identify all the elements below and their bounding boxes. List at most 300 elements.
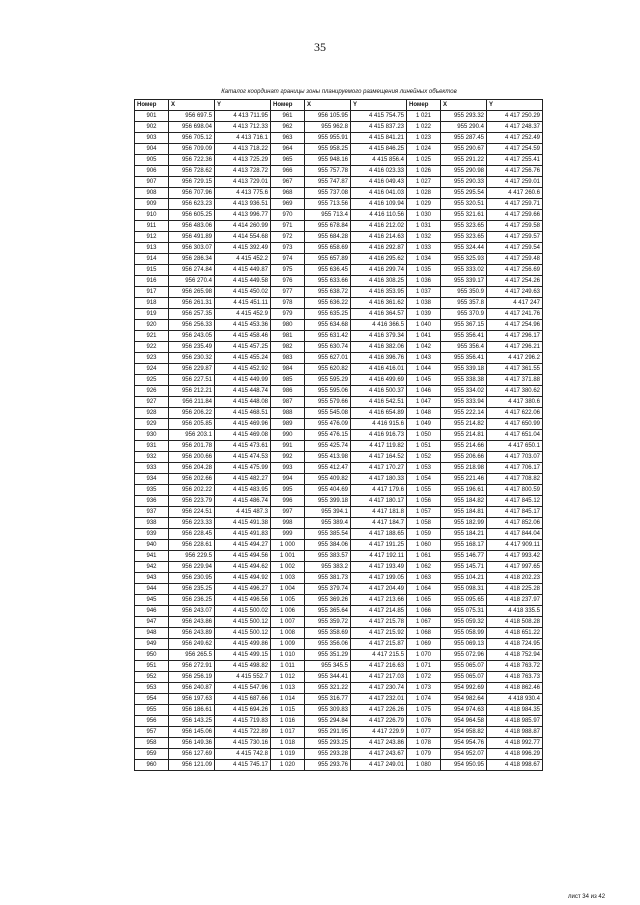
coord-y-cell: 4 415 694.26 <box>215 705 271 716</box>
coord-x-cell: 955 948.16 <box>305 155 351 166</box>
point-number-cell: 1 012 <box>271 672 305 683</box>
point-number-cell: 1 036 <box>407 276 441 287</box>
point-number-cell: 981 <box>271 331 305 342</box>
table-row <box>135 320 543 331</box>
point-number-cell: 1 033 <box>407 243 441 254</box>
point-number-cell: 984 <box>271 364 305 375</box>
point-number-cell: 1 043 <box>407 353 441 364</box>
coord-x-cell: 956 212.21 <box>169 386 215 397</box>
coord-x-cell: 956 223.79 <box>169 496 215 507</box>
coord-x-cell: 956 205.85 <box>169 419 215 430</box>
coord-x-cell: 955 316.77 <box>305 694 351 705</box>
point-number-cell: 945 <box>135 595 169 606</box>
point-number-cell: 922 <box>135 342 169 353</box>
coord-y-cell: 4 415 498.82 <box>215 661 271 672</box>
point-number-cell: 1 017 <box>271 727 305 738</box>
coord-x-cell: 956 286.34 <box>169 254 215 265</box>
point-number-cell: 933 <box>135 463 169 474</box>
point-number-cell: 959 <box>135 749 169 760</box>
coord-y-cell: 4 417 260.6 <box>487 188 543 199</box>
coord-x-cell: 955 351.29 <box>305 650 351 661</box>
coord-x-cell: 955 399.18 <box>305 496 351 507</box>
coord-x-cell: 956 270.4 <box>169 276 215 287</box>
coord-x-cell: 955 309.83 <box>305 705 351 716</box>
coord-y-cell: 4 418 985.97 <box>487 716 543 727</box>
point-number-cell: 1 069 <box>407 639 441 650</box>
coord-x-cell: 956 224.51 <box>169 507 215 518</box>
coord-y-cell: 4 417 119.82 <box>351 441 407 452</box>
point-number-cell: 1 051 <box>407 441 441 452</box>
point-number-cell: 925 <box>135 375 169 386</box>
coord-x-cell: 955 595.29 <box>305 375 351 386</box>
point-number-cell: 905 <box>135 155 169 166</box>
coord-y-cell: 4 415 469.08 <box>215 430 271 441</box>
table-row <box>135 232 543 243</box>
point-number-cell: 1 047 <box>407 397 441 408</box>
table-row <box>135 342 543 353</box>
coord-y-cell: 4 417 215.5 <box>351 650 407 661</box>
header-y: Y <box>215 100 271 111</box>
coord-x-cell: 955 339.17 <box>441 276 487 287</box>
coord-x-cell: 955 595.06 <box>305 386 351 397</box>
coord-x-cell: 956 249.62 <box>169 639 215 650</box>
coord-y-cell: 4 417 215.78 <box>351 617 407 628</box>
point-number-cell: 901 <box>135 111 169 122</box>
coord-y-cell: 4 417 259.57 <box>487 232 543 243</box>
point-number-cell: 1 044 <box>407 364 441 375</box>
table-row <box>135 375 543 386</box>
coord-x-cell: 955 384.06 <box>305 540 351 551</box>
point-number-cell: 915 <box>135 265 169 276</box>
coord-x-cell: 956 483.06 <box>169 221 215 232</box>
coord-y-cell: 4 418 992.77 <box>487 738 543 749</box>
coord-y-cell: 4 413 716.1 <box>215 133 271 144</box>
coord-x-cell: 956 272.91 <box>169 661 215 672</box>
point-number-cell: 956 <box>135 716 169 727</box>
coord-x-cell: 955 321.61 <box>441 210 487 221</box>
point-number-cell: 1 015 <box>271 705 305 716</box>
point-number-cell: 920 <box>135 320 169 331</box>
coord-x-cell: 956 236.25 <box>169 595 215 606</box>
table-row <box>135 540 543 551</box>
point-number-cell: 1 001 <box>271 551 305 562</box>
coord-x-cell: 955 345.5 <box>305 661 351 672</box>
coord-x-cell: 955 098.31 <box>441 584 487 595</box>
coord-y-cell: 4 415 455.24 <box>215 353 271 364</box>
coord-x-cell: 956 203.1 <box>169 430 215 441</box>
coord-y-cell: 4 418 998.67 <box>487 760 543 771</box>
coord-y-cell: 4 414 260.99 <box>215 221 271 232</box>
point-number-cell: 986 <box>271 386 305 397</box>
table-row <box>135 518 543 529</box>
point-number-cell: 1 065 <box>407 595 441 606</box>
point-number-cell: 1 075 <box>407 705 441 716</box>
coord-y-cell: 4 417 213.66 <box>351 595 407 606</box>
coord-y-cell: 4 418 862.46 <box>487 683 543 694</box>
header-number: Номер <box>407 100 441 111</box>
coord-y-cell: 4 417 214.85 <box>351 606 407 617</box>
coord-y-cell: 4 417 250.29 <box>487 111 543 122</box>
coord-y-cell: 4 415 494.92 <box>215 573 271 584</box>
coord-x-cell: 955 394.1 <box>305 507 351 518</box>
point-number-cell: 1 068 <box>407 628 441 639</box>
point-number-cell: 1 006 <box>271 606 305 617</box>
point-number-cell: 952 <box>135 672 169 683</box>
coord-y-cell: 4 415 494.27 <box>215 540 271 551</box>
coord-x-cell: 955 295.54 <box>441 188 487 199</box>
coord-y-cell: 4 415 742.8 <box>215 749 271 760</box>
coord-x-cell: 955 290.98 <box>441 166 487 177</box>
coord-x-cell: 955 657.89 <box>305 254 351 265</box>
coord-y-cell: 4 417 229.9 <box>351 727 407 738</box>
coord-x-cell: 955 168.17 <box>441 540 487 551</box>
coord-x-cell: 954 964.58 <box>441 716 487 727</box>
table-row <box>135 353 543 364</box>
coord-y-cell: 4 417 380.6 <box>487 397 543 408</box>
coord-x-cell: 955 383.2 <box>305 562 351 573</box>
coord-x-cell: 955 369.26 <box>305 595 351 606</box>
coord-x-cell: 956 201.78 <box>169 441 215 452</box>
point-number-cell: 1 039 <box>407 309 441 320</box>
coord-x-cell: 955 630.74 <box>305 342 351 353</box>
coord-x-cell: 955 293.25 <box>305 738 351 749</box>
coord-x-cell: 955 333.94 <box>441 397 487 408</box>
coord-x-cell: 956 105.95 <box>305 111 351 122</box>
coord-y-cell: 4 418 225.28 <box>487 584 543 595</box>
coord-y-cell: 4 416 214.63 <box>351 232 407 243</box>
coord-y-cell: 4 413 728.72 <box>215 166 271 177</box>
coord-x-cell: 955 476.15 <box>305 430 351 441</box>
coord-x-cell: 956 243.89 <box>169 628 215 639</box>
coord-y-cell: 4 417 215.92 <box>351 628 407 639</box>
coord-y-cell: 4 415 552.7 <box>215 672 271 683</box>
coord-x-cell: 955 747.87 <box>305 177 351 188</box>
coord-y-cell: 4 417 191.25 <box>351 540 407 551</box>
point-number-cell: 921 <box>135 331 169 342</box>
table-row <box>135 155 543 166</box>
coord-y-cell: 4 416 212.02 <box>351 221 407 232</box>
coord-y-cell: 4 416 110.56 <box>351 210 407 221</box>
coord-y-cell: 4 415 473.61 <box>215 441 271 452</box>
point-number-cell: 909 <box>135 199 169 210</box>
coord-x-cell: 955 633.66 <box>305 276 351 287</box>
coord-x-cell: 955 358.69 <box>305 628 351 639</box>
coord-y-cell: 4 415 448.74 <box>215 386 271 397</box>
table-row <box>135 177 543 188</box>
point-number-cell: 1 031 <box>407 221 441 232</box>
point-number-cell: 954 <box>135 694 169 705</box>
point-number-cell: 960 <box>135 760 169 771</box>
coordinates-table <box>134 99 543 771</box>
coord-y-cell: 4 417 800.59 <box>487 485 543 496</box>
coord-y-cell: 4 417 706.17 <box>487 463 543 474</box>
coord-y-cell: 4 418 984.35 <box>487 705 543 716</box>
coord-x-cell: 956 200.66 <box>169 452 215 463</box>
point-number-cell: 1 053 <box>407 463 441 474</box>
coord-x-cell: 955 184.21 <box>441 529 487 540</box>
coord-y-cell: 4 415 452.92 <box>215 364 271 375</box>
coord-y-cell: 4 413 936.51 <box>215 199 271 210</box>
point-number-cell: 1 032 <box>407 232 441 243</box>
point-number-cell: 1 070 <box>407 650 441 661</box>
point-number-cell: 1 060 <box>407 540 441 551</box>
coord-x-cell: 954 958.82 <box>441 727 487 738</box>
point-number-cell: 979 <box>271 309 305 320</box>
coord-x-cell: 955 291.95 <box>305 727 351 738</box>
coord-y-cell: 4 417 371.88 <box>487 375 543 386</box>
coord-y-cell: 4 417 296.2 <box>487 353 543 364</box>
coord-y-cell: 4 417 708.82 <box>487 474 543 485</box>
coord-x-cell: 956 223.33 <box>169 518 215 529</box>
table-row <box>135 188 543 199</box>
coord-x-cell: 955 357.8 <box>441 298 487 309</box>
coord-x-cell: 955 404.69 <box>305 485 351 496</box>
point-number-cell: 965 <box>271 155 305 166</box>
coord-y-cell: 4 416 915.6 <box>351 419 407 430</box>
coord-x-cell: 956 229.5 <box>169 551 215 562</box>
table-row <box>135 617 543 628</box>
coord-y-cell: 4 415 468.51 <box>215 408 271 419</box>
point-number-cell: 978 <box>271 298 305 309</box>
coord-y-cell: 4 416 396.76 <box>351 353 407 364</box>
coord-x-cell: 954 974.63 <box>441 705 487 716</box>
point-number-cell: 917 <box>135 287 169 298</box>
coord-y-cell: 4 417 255.41 <box>487 155 543 166</box>
coord-x-cell: 955 955.91 <box>305 133 351 144</box>
table-row <box>135 562 543 573</box>
coord-y-cell: 4 416 364.57 <box>351 309 407 320</box>
coord-y-cell: 4 416 308.25 <box>351 276 407 287</box>
coord-x-cell: 955 095.65 <box>441 595 487 606</box>
coord-y-cell: 4 415 722.89 <box>215 727 271 738</box>
coord-y-cell: 4 418 651.22 <box>487 628 543 639</box>
table-row <box>135 738 543 749</box>
coord-x-cell: 955 385.54 <box>305 529 351 540</box>
coord-x-cell: 955 636.22 <box>305 298 351 309</box>
coord-x-cell: 955 323.65 <box>441 232 487 243</box>
coord-y-cell: 4 417 232.01 <box>351 694 407 705</box>
coord-y-cell: 4 418 996.29 <box>487 749 543 760</box>
coord-y-cell: 4 417 844.04 <box>487 529 543 540</box>
coord-y-cell: 4 415 486.74 <box>215 496 271 507</box>
table-row <box>135 419 543 430</box>
coord-y-cell: 4 415 449.58 <box>215 276 271 287</box>
coord-y-cell: 4 418 508.28 <box>487 617 543 628</box>
header-x: X <box>441 100 487 111</box>
coord-y-cell: 4 416 500.37 <box>351 386 407 397</box>
point-number-cell: 1 052 <box>407 452 441 463</box>
point-number-cell: 1 016 <box>271 716 305 727</box>
coord-x-cell: 956 303.07 <box>169 243 215 254</box>
coord-x-cell: 956 709.09 <box>169 144 215 155</box>
coord-y-cell: 4 418 752.94 <box>487 650 543 661</box>
coord-x-cell: 956 729.15 <box>169 177 215 188</box>
coord-x-cell: 956 145.06 <box>169 727 215 738</box>
coord-x-cell: 954 950.95 <box>441 760 487 771</box>
coord-x-cell: 955 214.66 <box>441 441 487 452</box>
coord-x-cell: 956 229.94 <box>169 562 215 573</box>
point-number-cell: 936 <box>135 496 169 507</box>
table-row <box>135 298 543 309</box>
point-number-cell: 929 <box>135 419 169 430</box>
point-number-cell: 1 029 <box>407 199 441 210</box>
coord-x-cell: 955 320.51 <box>441 199 487 210</box>
coord-x-cell: 955 334.02 <box>441 386 487 397</box>
coord-x-cell: 955 367.15 <box>441 320 487 331</box>
coord-x-cell: 954 982.64 <box>441 694 487 705</box>
coord-x-cell: 955 196.61 <box>441 485 487 496</box>
coord-x-cell: 955 222.14 <box>441 408 487 419</box>
coord-x-cell: 956 206.22 <box>169 408 215 419</box>
table-row <box>135 716 543 727</box>
coord-x-cell: 954 992.69 <box>441 683 487 694</box>
coord-y-cell: 4 417 252.49 <box>487 133 543 144</box>
coord-x-cell: 954 952.07 <box>441 749 487 760</box>
coord-x-cell: 956 243.07 <box>169 606 215 617</box>
coord-x-cell: 956 243.86 <box>169 617 215 628</box>
coord-x-cell: 955 658.69 <box>305 243 351 254</box>
point-number-cell: 907 <box>135 177 169 188</box>
coord-x-cell: 956 127.69 <box>169 749 215 760</box>
point-number-cell: 926 <box>135 386 169 397</box>
point-number-cell: 912 <box>135 232 169 243</box>
point-number-cell: 968 <box>271 188 305 199</box>
coord-x-cell: 956 228.61 <box>169 540 215 551</box>
coord-x-cell: 955 184.81 <box>441 507 487 518</box>
table-row <box>135 529 543 540</box>
coord-x-cell: 955 214.81 <box>441 430 487 441</box>
table-row <box>135 551 543 562</box>
coord-x-cell: 955 627.01 <box>305 353 351 364</box>
point-number-cell: 1 022 <box>407 122 441 133</box>
coord-x-cell: 955 065.07 <box>441 672 487 683</box>
table-row <box>135 397 543 408</box>
table-row <box>135 254 543 265</box>
table-row <box>135 199 543 210</box>
coord-x-cell: 956 722.36 <box>169 155 215 166</box>
point-number-cell: 1 002 <box>271 562 305 573</box>
coord-y-cell: 4 415 458.46 <box>215 331 271 342</box>
point-number-cell: 974 <box>271 254 305 265</box>
point-number-cell: 998 <box>271 518 305 529</box>
point-number-cell: 1 040 <box>407 320 441 331</box>
point-number-cell: 934 <box>135 474 169 485</box>
point-number-cell: 989 <box>271 419 305 430</box>
coord-y-cell: 4 417 180.17 <box>351 496 407 507</box>
coord-y-cell: 4 416 499.69 <box>351 375 407 386</box>
coord-x-cell: 956 265.5 <box>169 650 215 661</box>
coord-y-cell: 4 415 496.27 <box>215 584 271 595</box>
coord-x-cell: 955 737.08 <box>305 188 351 199</box>
header-x: X <box>305 100 351 111</box>
coord-x-cell: 955 145.71 <box>441 562 487 573</box>
coord-y-cell: 4 415 452.2 <box>215 254 271 265</box>
point-number-cell: 977 <box>271 287 305 298</box>
coord-x-cell: 955 412.47 <box>305 463 351 474</box>
point-number-cell: 1 066 <box>407 606 441 617</box>
coord-y-cell: 4 417 380.62 <box>487 386 543 397</box>
coord-y-cell: 4 418 237.97 <box>487 595 543 606</box>
table-row <box>135 672 543 683</box>
coord-y-cell: 4 417 217.03 <box>351 672 407 683</box>
point-number-cell: 1 078 <box>407 738 441 749</box>
point-number-cell: 1 057 <box>407 507 441 518</box>
point-number-cell: 911 <box>135 221 169 232</box>
point-number-cell: 1 063 <box>407 573 441 584</box>
point-number-cell: 951 <box>135 661 169 672</box>
coord-y-cell: 4 418 988.87 <box>487 727 543 738</box>
point-number-cell: 939 <box>135 529 169 540</box>
table-row <box>135 133 543 144</box>
point-number-cell: 1 056 <box>407 496 441 507</box>
header-number: Номер <box>135 100 169 111</box>
coord-y-cell: 4 416 023.33 <box>351 166 407 177</box>
point-number-cell: 994 <box>271 474 305 485</box>
point-number-cell: 957 <box>135 727 169 738</box>
coord-y-cell: 4 415 719.83 <box>215 716 271 727</box>
point-number-cell: 949 <box>135 639 169 650</box>
coord-x-cell: 956 204.28 <box>169 463 215 474</box>
coord-x-cell: 955 221.46 <box>441 474 487 485</box>
coord-x-cell: 956 230.32 <box>169 353 215 364</box>
coord-y-cell: 4 415 392.49 <box>215 243 271 254</box>
coord-y-cell: 4 417 170.27 <box>351 463 407 474</box>
coord-y-cell: 4 415 487.3 <box>215 507 271 518</box>
coord-x-cell: 955 293.28 <box>305 749 351 760</box>
coord-x-cell: 955 146.77 <box>441 551 487 562</box>
point-number-cell: 938 <box>135 518 169 529</box>
table-row <box>135 705 543 716</box>
coord-y-cell: 4 417 259.48 <box>487 254 543 265</box>
point-number-cell: 902 <box>135 122 169 133</box>
coord-y-cell: 4 415 754.75 <box>351 111 407 122</box>
point-number-cell: 1 038 <box>407 298 441 309</box>
point-number-cell: 903 <box>135 133 169 144</box>
table-row <box>135 507 543 518</box>
coord-x-cell: 955 383.57 <box>305 551 351 562</box>
point-number-cell: 1 011 <box>271 661 305 672</box>
coord-y-cell: 4 415 449.99 <box>215 375 271 386</box>
coord-x-cell: 956 202.66 <box>169 474 215 485</box>
coord-y-cell: 4 415 469.96 <box>215 419 271 430</box>
point-number-cell: 1 076 <box>407 716 441 727</box>
table-caption: Каталог координат границы зоны планируемого размещения линейных объектов <box>221 89 457 95</box>
coord-y-cell: 4 413 775.6 <box>215 188 271 199</box>
coord-y-cell: 4 415 491.38 <box>215 518 271 529</box>
table-row <box>135 210 543 221</box>
header-y: Y <box>351 100 407 111</box>
coord-y-cell: 4 418 763.73 <box>487 672 543 683</box>
point-number-cell: 975 <box>271 265 305 276</box>
coord-y-cell: 4 417 259.01 <box>487 177 543 188</box>
coord-y-cell: 4 417 259.66 <box>487 210 543 221</box>
table-row <box>135 221 543 232</box>
coord-x-cell: 956 274.84 <box>169 265 215 276</box>
point-number-cell: 966 <box>271 166 305 177</box>
table-row <box>135 683 543 694</box>
point-number-cell: 916 <box>135 276 169 287</box>
point-number-cell: 1 035 <box>407 265 441 276</box>
coord-y-cell: 4 417 193.49 <box>351 562 407 573</box>
coord-y-cell: 4 415 837.23 <box>351 122 407 133</box>
coord-x-cell: 955 425.74 <box>305 441 351 452</box>
point-number-cell: 991 <box>271 441 305 452</box>
point-number-cell: 967 <box>271 177 305 188</box>
coord-x-cell: 956 227.51 <box>169 375 215 386</box>
point-number-cell: 1 021 <box>407 111 441 122</box>
coord-y-cell: 4 415 451.11 <box>215 298 271 309</box>
point-number-cell: 1 034 <box>407 254 441 265</box>
